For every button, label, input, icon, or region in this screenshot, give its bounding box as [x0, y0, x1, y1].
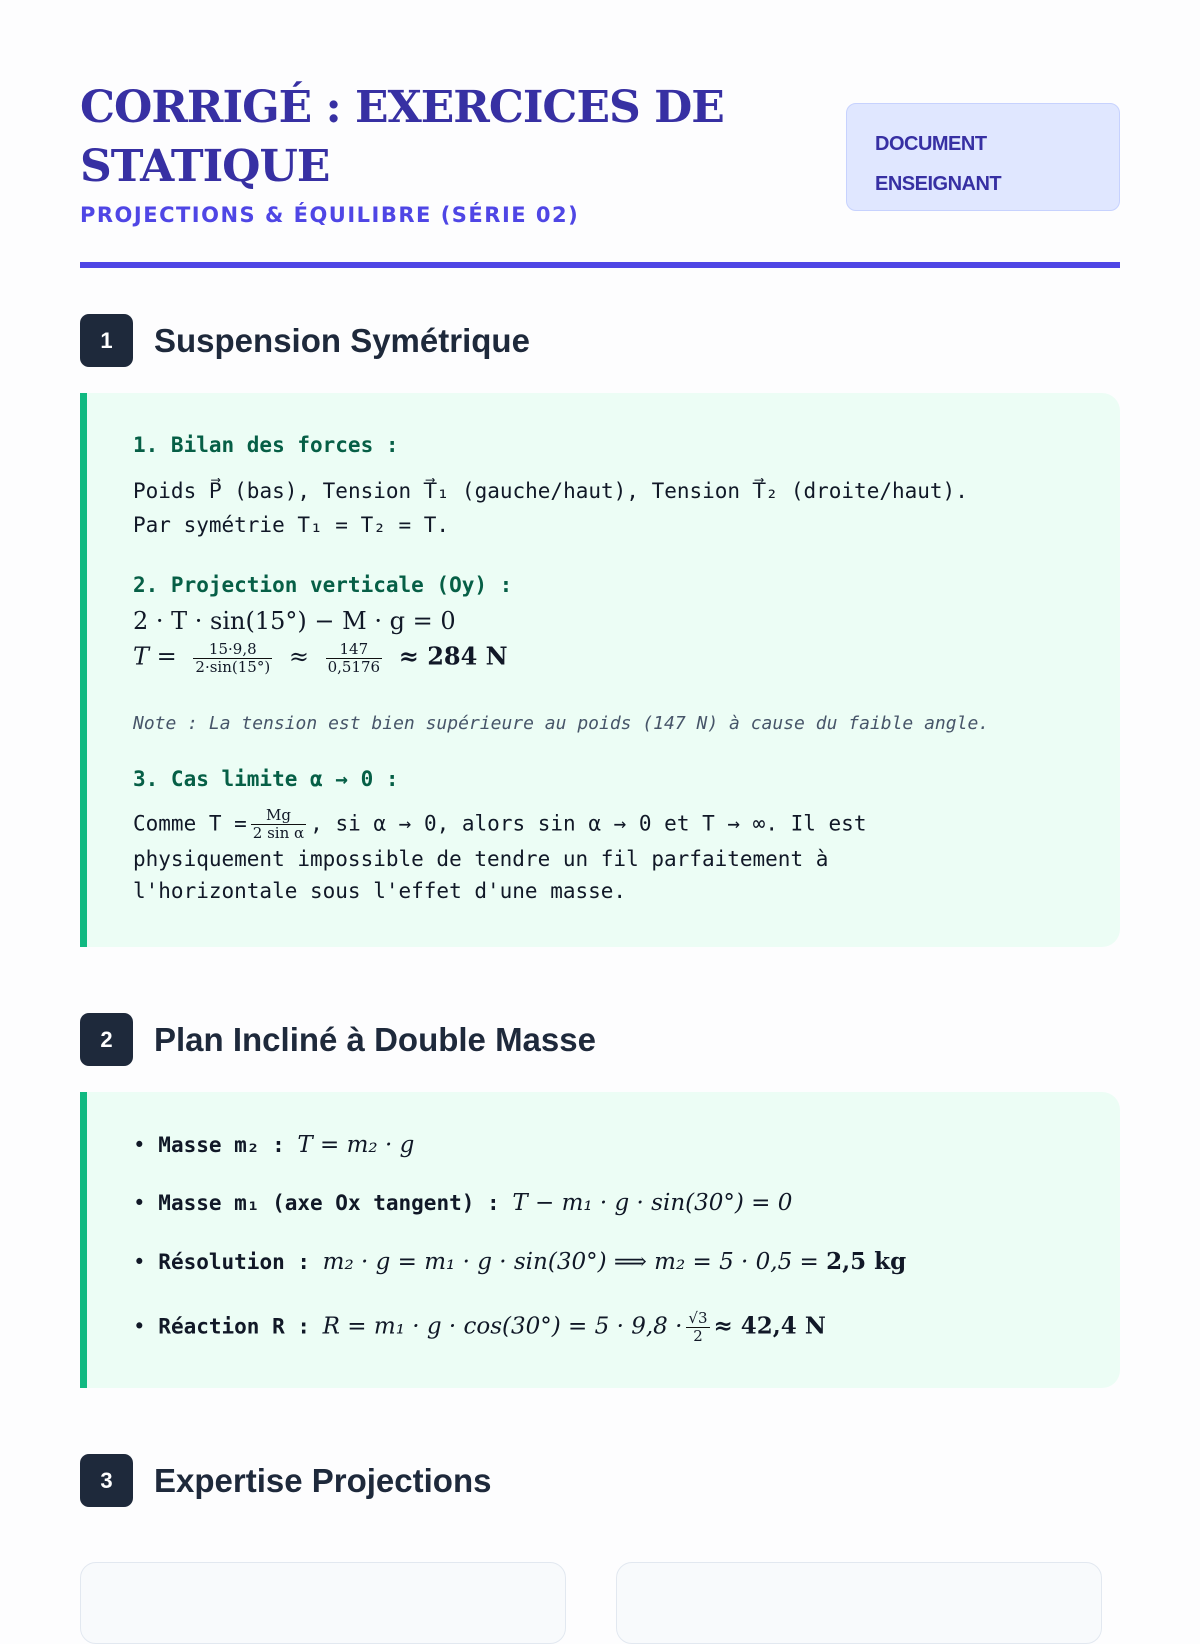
symmetry-text: Par symétrie T₁ = T₂ = T. — [133, 513, 450, 537]
list-item: • Masse m₂ : T = m₂ · g — [133, 1132, 415, 1158]
limit-fraction: $\frac{Mg}{\text{2 sin α}}$ — [252, 806, 305, 842]
audience-badge — [846, 103, 1120, 211]
section-3-header — [80, 1454, 491, 1507]
tension-note: Note : La tension est bien supérieure au poids (147 N) à cause du faible angle. — [133, 713, 990, 734]
list-item: • Masse m₁ (axe Ox tangent) : T − m₁ · g · sin(30°) = 0 — [133, 1190, 793, 1216]
section-1-title: Suspension Symétrique — [154, 321, 530, 359]
projection-card-left — [80, 1562, 566, 1644]
tension-fraction-1: $\frac{15\cdot 9,8}{2\cdot\sin(15^\circ)}$ — [195, 640, 271, 676]
tension-lhs: T = — [133, 642, 177, 671]
section-1-number: 1 — [80, 314, 133, 367]
section-2-solution-box — [80, 1092, 1120, 1388]
sqrt-fraction: $\frac{√3}{2}$ — [688, 1309, 708, 1345]
forces-text: Poids P⃗ (bas), Tension T⃗₁ (gauche/haut), Tension T⃗₂ (droite/haut). — [133, 479, 968, 503]
tension-fraction-2: $\frac{147}{0,5176}$ — [327, 640, 381, 676]
document-subtitle: PROJECTIONS & ÉQUILIBRE (SÉRIE 02) — [80, 203, 580, 227]
badge-line-2: ENSEIGNANT — [875, 173, 1002, 195]
section-3-title: Expertise Projections — [154, 1461, 492, 1499]
page — [80, 0, 1120, 1499]
approx-sign: ≈ — [288, 642, 309, 671]
section-2-number: 2 — [80, 1013, 133, 1066]
tension-result: ≈ 284 N — [398, 641, 508, 671]
step-3-heading: 3. Cas limite α → 0 : — [133, 767, 399, 791]
limit-line-2: physiquement impossible de tendre un fil parfaitement à — [133, 847, 829, 871]
badge-line-1: DOCUMENT — [875, 133, 987, 155]
limit-line-3: l'horizontale sous l'effet d'une masse. — [133, 879, 627, 903]
section-2-title: Plan Incliné à Double Masse — [154, 1020, 596, 1058]
section-2-header — [80, 1013, 596, 1066]
section-1-header — [80, 314, 530, 367]
step-1-heading: 1. Bilan des forces : — [133, 433, 399, 457]
section-1-solution-box — [80, 393, 1120, 947]
list-item: • Réaction R : R = m₁ · g · cos(30°) = 5 · 9,8 · $\frac{√3}{2}$ ≈ 42,4 N — [133, 1309, 826, 1345]
limit-line-1: Comme T = $\frac{Mg}{\text{2 sin α}}$ , si α → 0, alors sin α → 0 et T → ∞. Il est — [133, 806, 867, 842]
tension-equation — [133, 641, 508, 676]
document-title: CORRIGÉ : EXERCICES DE STATIQUE — [80, 82, 724, 192]
projection-card-right — [616, 1562, 1102, 1644]
step-2-heading: 2. Projection verticale (Oy) : — [133, 573, 513, 597]
list-item: • Résolution : m₂ · g = m₁ · g · sin(30°) ⟹ m₂ = 5 · 0,5 = 2,5 kg — [133, 1248, 907, 1275]
vertical-equation: 2 · T · sin(15°) − M · g = 0 — [133, 607, 456, 635]
document-header — [80, 0, 1120, 268]
section-3-number: 3 — [80, 1454, 133, 1507]
